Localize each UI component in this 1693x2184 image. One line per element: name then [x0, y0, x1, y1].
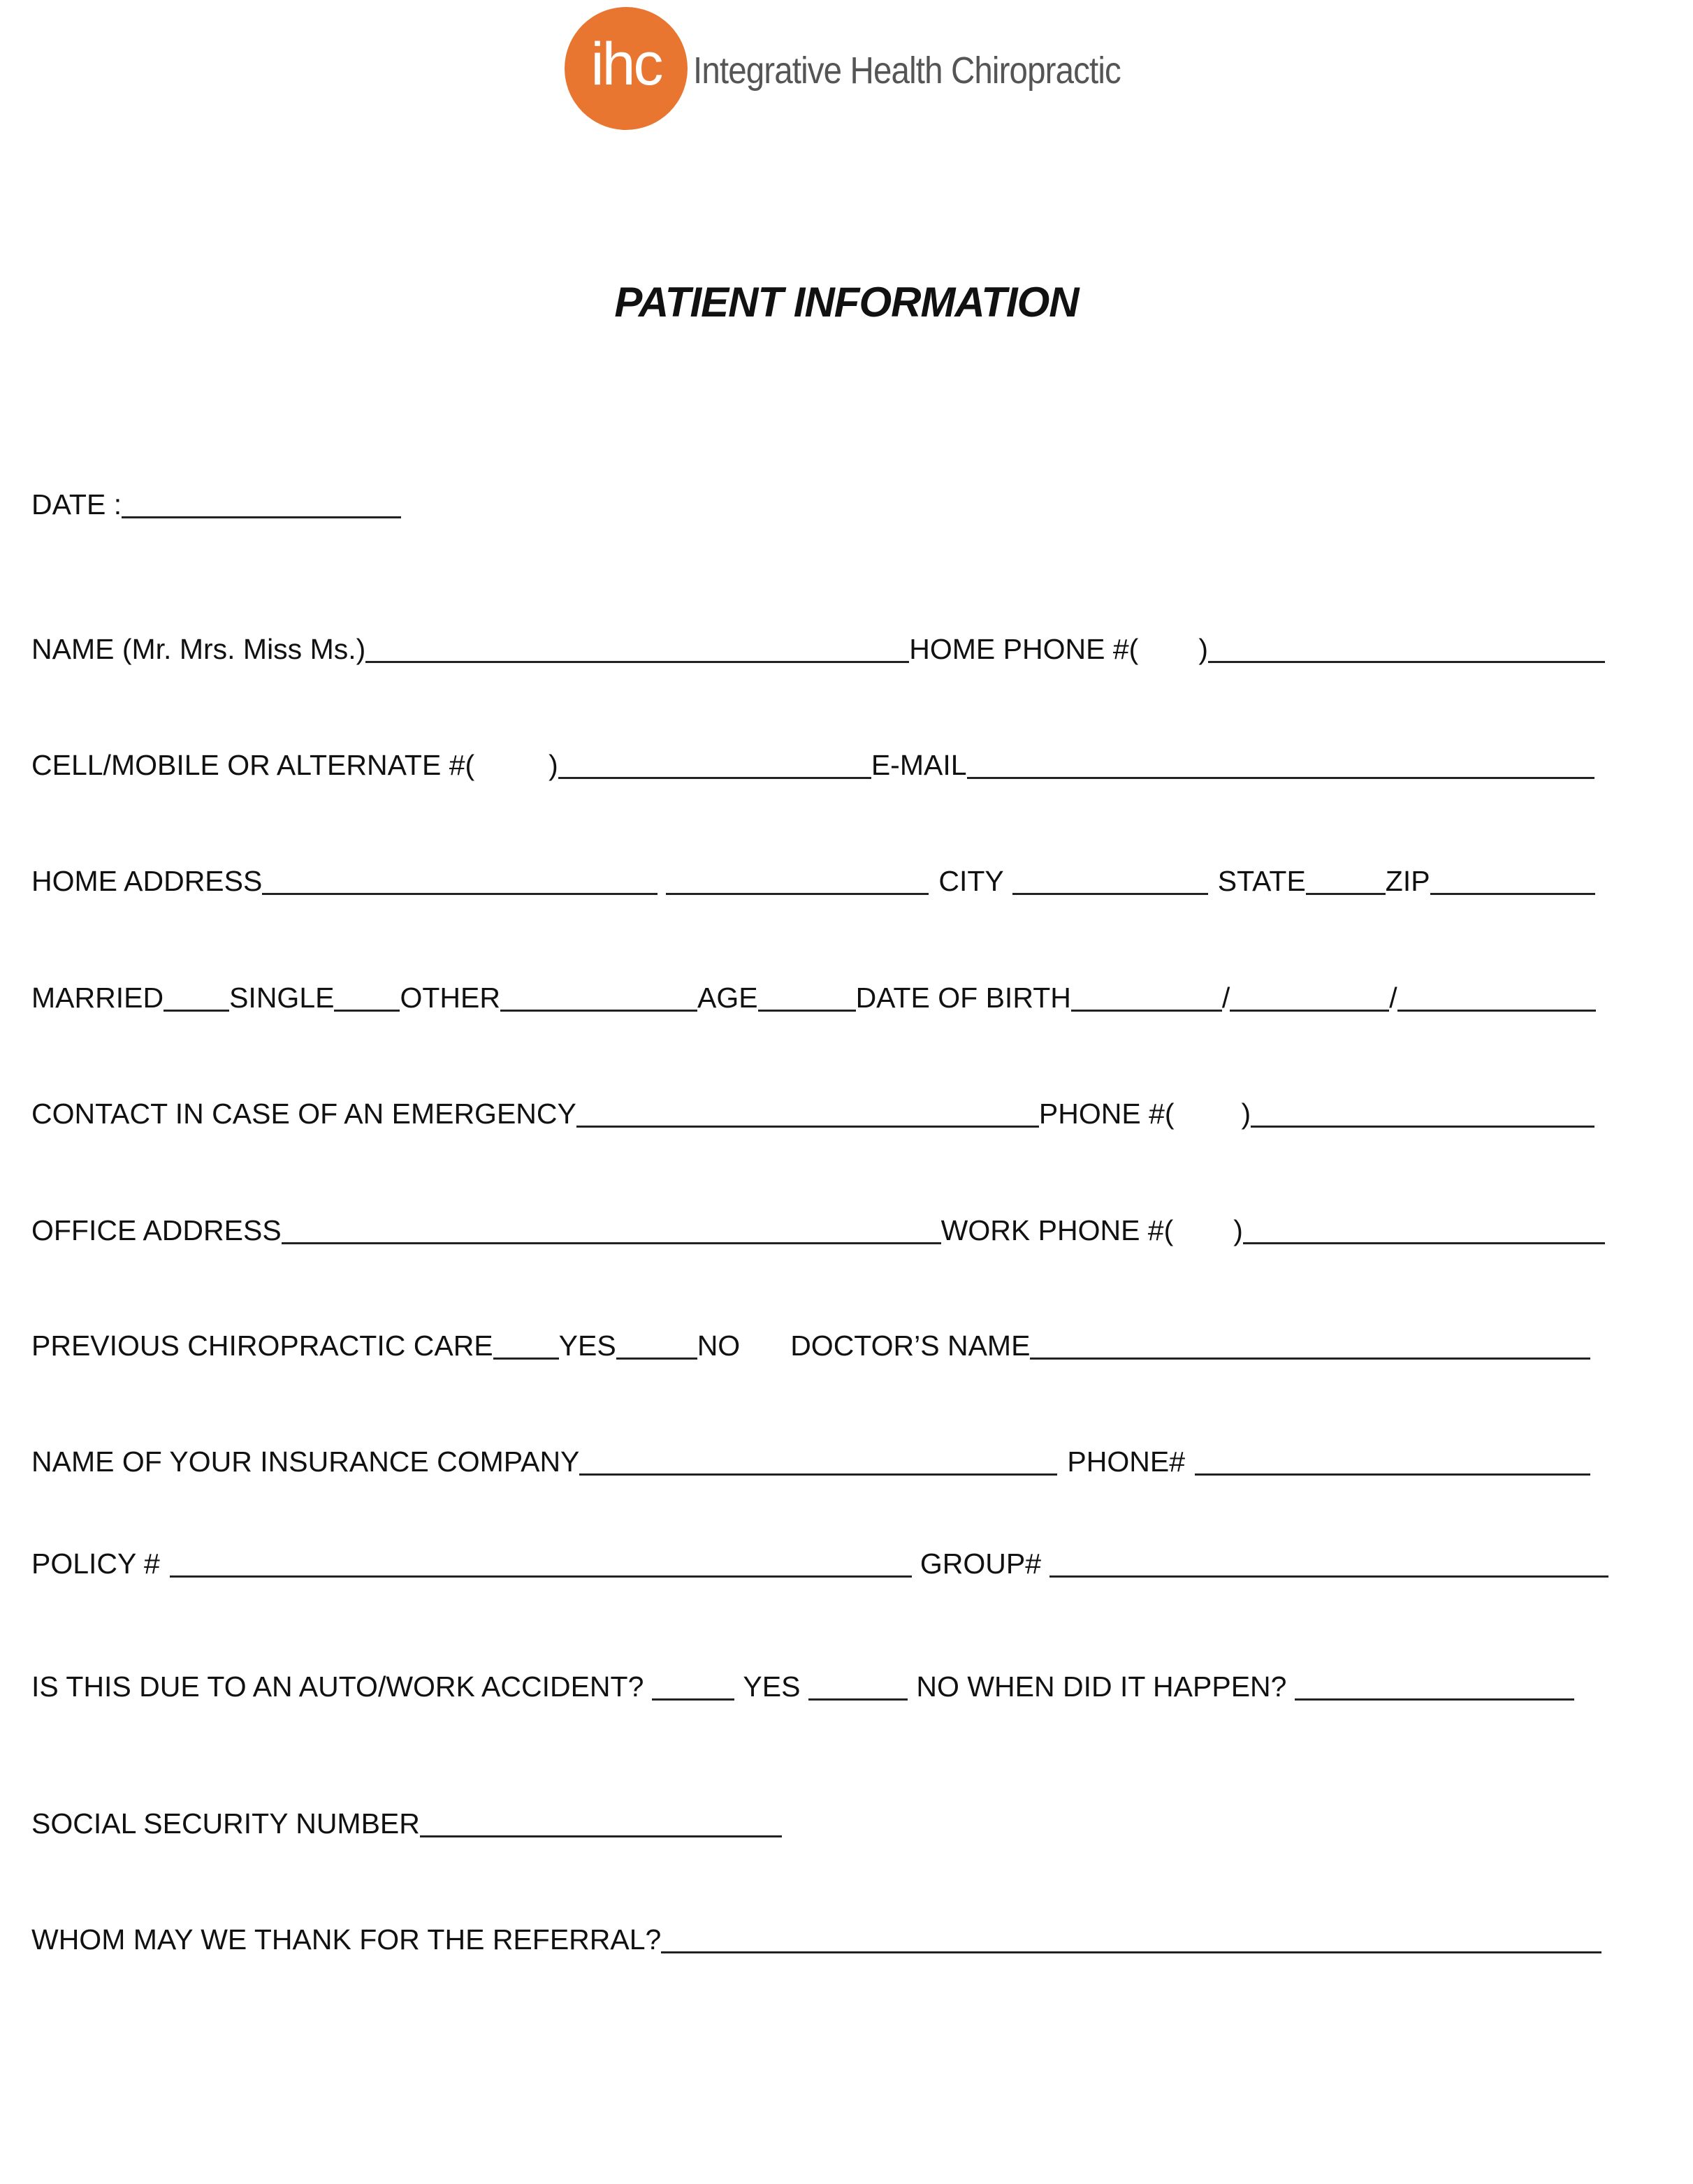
emergency-phone-field[interactable] — [1251, 1098, 1594, 1128]
emergency-label: CONTACT IN CASE OF AN EMERGENCY — [31, 1098, 576, 1130]
email-field[interactable] — [967, 749, 1594, 779]
cell-paren: ) — [548, 749, 558, 781]
insurance-row — [31, 1439, 1590, 1478]
emergency-phone-paren: ) — [1241, 1098, 1251, 1130]
group-field[interactable] — [1049, 1548, 1608, 1578]
referral-label: WHOM MAY WE THANK FOR THE REFERRAL? — [31, 1923, 662, 1956]
name-row — [31, 627, 1605, 666]
accident-no-when-label: NO WHEN DID IT HAPPEN? — [916, 1670, 1287, 1703]
age-field[interactable] — [758, 982, 856, 1012]
doctor-field[interactable] — [1030, 1330, 1590, 1360]
emergency-field[interactable] — [576, 1098, 1039, 1128]
logo-mark: ihc — [565, 7, 688, 130]
dob-slash-1: / — [1221, 982, 1230, 1014]
dob-year-field[interactable] — [1397, 982, 1596, 1012]
page-title: PATIENT INFORMATION — [614, 279, 1079, 326]
marital-row — [31, 975, 1596, 1014]
office-address-label: OFFICE ADDRESS — [31, 1214, 282, 1246]
date-label: DATE : — [31, 488, 122, 520]
home-address-field[interactable] — [262, 865, 657, 895]
home-phone-field[interactable] — [1208, 633, 1605, 663]
prev-care-yes-field[interactable] — [493, 1330, 559, 1360]
insurance-label: NAME OF YOUR INSURANCE COMPANY — [31, 1446, 580, 1478]
prev-care-yes-label: YES — [558, 1330, 616, 1362]
cell-row — [31, 743, 1594, 782]
insurance-field[interactable] — [579, 1446, 1057, 1476]
zip-field[interactable] — [1430, 865, 1595, 895]
married-field[interactable] — [164, 982, 229, 1012]
dob-slash-2: / — [1389, 982, 1397, 1014]
ssn-field[interactable] — [420, 1807, 782, 1837]
zip-label: ZIP — [1385, 865, 1430, 897]
cell-label: CELL/MOBILE OR ALTERNATE #( — [31, 749, 475, 781]
accident-row — [31, 1664, 1574, 1703]
prev-care-label: PREVIOUS CHIROPRACTIC CARE — [31, 1330, 493, 1362]
city-field[interactable] — [1012, 865, 1208, 895]
accident-yes-label: YES — [743, 1670, 801, 1703]
ssn-row — [31, 1801, 782, 1840]
policy-row — [31, 1541, 1608, 1580]
prev-care-no-label: NO — [697, 1330, 741, 1362]
policy-label: POLICY # — [31, 1548, 160, 1580]
office-address-row — [31, 1208, 1605, 1247]
logo-name: Integrative Health Chiropractic — [693, 50, 1121, 92]
married-label: MARRIED — [31, 982, 164, 1014]
referral-field[interactable] — [661, 1923, 1601, 1953]
accident-label: IS THIS DUE TO AN AUTO/WORK ACCIDENT? — [31, 1670, 644, 1703]
email-label: E-MAIL — [871, 749, 967, 781]
name-label: NAME (Mr. Mrs. Miss Ms.) — [31, 633, 366, 665]
policy-field[interactable] — [170, 1548, 912, 1578]
other-label: OTHER — [400, 982, 500, 1014]
date-field[interactable] — [122, 488, 401, 518]
office-address-field[interactable] — [282, 1214, 941, 1244]
city-label: CITY — [938, 865, 1004, 897]
work-phone-field[interactable] — [1243, 1214, 1605, 1244]
emergency-row — [31, 1091, 1594, 1130]
cell-field[interactable] — [558, 749, 871, 779]
group-label: GROUP# — [920, 1548, 1041, 1580]
ssn-label: SOCIAL SECURITY NUMBER — [31, 1807, 420, 1840]
accident-yes-field[interactable] — [652, 1670, 734, 1701]
dob-day-field[interactable] — [1230, 982, 1389, 1012]
previous-care-row — [31, 1323, 1590, 1362]
accident-date-field[interactable] — [1295, 1670, 1574, 1701]
age-label: AGE — [697, 982, 758, 1014]
home-address-field-2[interactable] — [666, 865, 929, 895]
doctor-label: DOCTOR’S NAME — [790, 1330, 1031, 1362]
home-phone-paren: ) — [1198, 633, 1208, 665]
single-field[interactable] — [334, 982, 400, 1012]
work-phone-label: WORK PHONE #( — [940, 1214, 1174, 1246]
name-field[interactable] — [365, 633, 909, 663]
accident-no-field[interactable] — [808, 1670, 908, 1701]
prev-care-no-field[interactable] — [616, 1330, 697, 1360]
home-address-label: HOME ADDRESS — [31, 865, 263, 897]
emergency-phone-label: PHONE #( — [1038, 1098, 1175, 1130]
other-field[interactable] — [500, 982, 697, 1012]
referral-row — [31, 1917, 1601, 1956]
insurance-phone-field[interactable] — [1195, 1446, 1590, 1476]
home-address-row — [31, 859, 1595, 898]
single-label: SINGLE — [229, 982, 335, 1014]
dob-month-field[interactable] — [1071, 982, 1222, 1012]
home-phone-label: HOME PHONE #( — [909, 633, 1139, 665]
date-row — [31, 482, 401, 521]
insurance-phone-label: PHONE# — [1067, 1446, 1186, 1478]
state-label: STATE — [1217, 865, 1306, 897]
dob-label: DATE OF BIRTH — [855, 982, 1071, 1014]
state-field[interactable] — [1306, 865, 1386, 895]
work-phone-paren: ) — [1233, 1214, 1243, 1246]
